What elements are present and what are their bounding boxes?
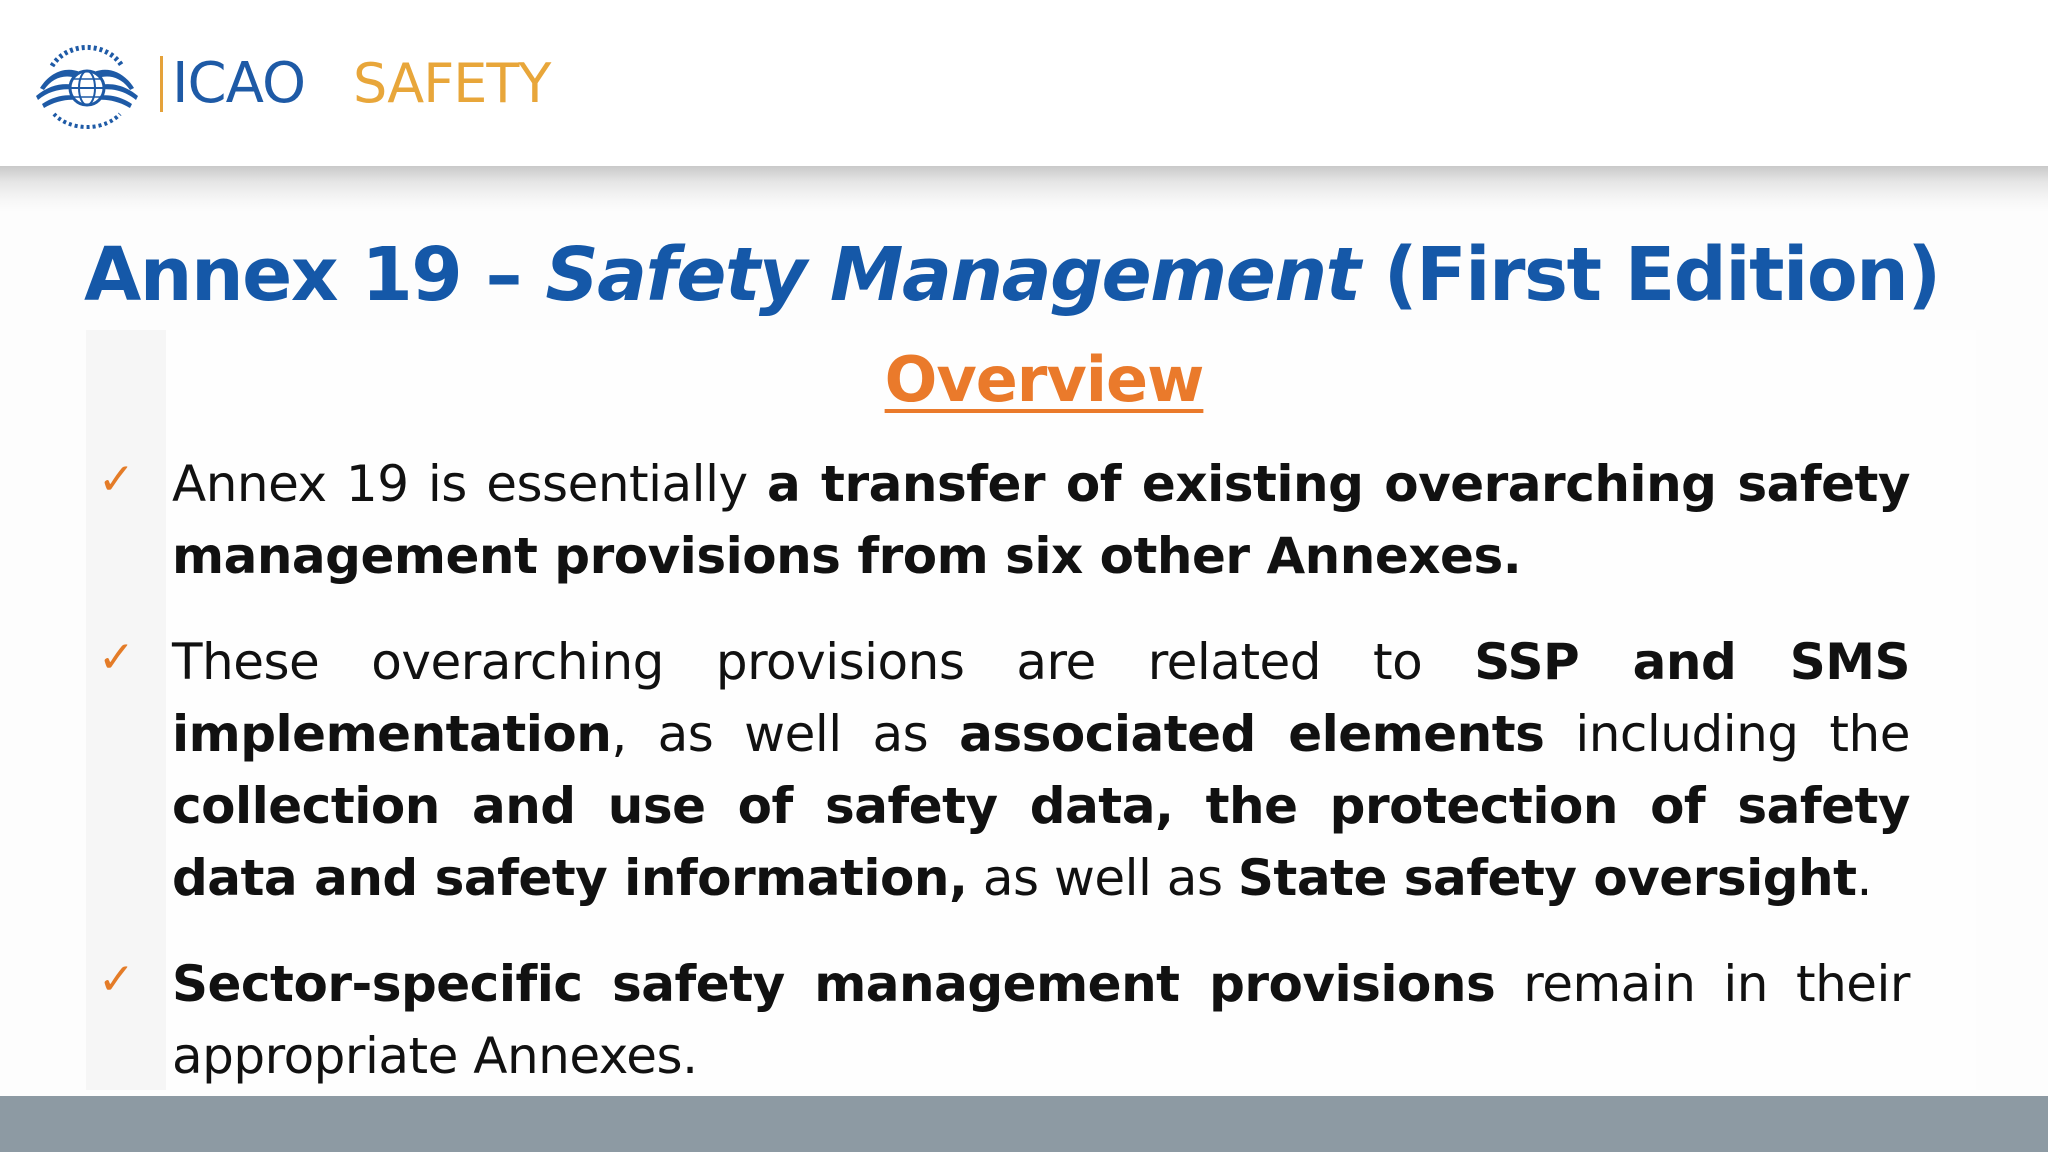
title-part2: (First Edition)	[1359, 232, 1940, 318]
checkmark-icon: ✓	[98, 632, 135, 683]
bold-segment: SSP and SMS implementation	[172, 633, 1911, 763]
text-segment: .	[1856, 849, 1872, 907]
text-segment: Annex 19 is essentially	[172, 455, 767, 513]
checkmark-icon: ✓	[98, 454, 135, 505]
footer-bar	[0, 1096, 2048, 1152]
text-segment: remain in their appropriate Annexes.	[172, 955, 1910, 1085]
bold-segment: collection and use of safety data, the protection of safety data and safety information,	[172, 777, 1910, 907]
title-italic: Safety Management	[545, 232, 1360, 318]
text-segment: including the	[1544, 705, 1910, 763]
bullet-item	[98, 948, 1910, 1092]
title-part1: Annex 19 –	[84, 232, 546, 318]
slide-title	[84, 230, 1984, 320]
section-label: SAFETY	[353, 52, 551, 115]
header-band	[0, 0, 2048, 166]
checkmark-icon: ✓	[98, 954, 135, 1005]
text-segment: , as well as	[611, 705, 960, 763]
text-segment: These overarching provisions are related to	[172, 633, 1475, 691]
header-shadow	[0, 166, 2048, 212]
text-segment: as well as	[967, 849, 1238, 907]
bullet-list	[98, 448, 1910, 1126]
bold-segment: associated elements	[959, 705, 1545, 763]
bullet-text	[172, 948, 1910, 1092]
bullet-item	[98, 448, 1910, 592]
logo-divider	[160, 56, 163, 112]
icao-emblem-icon	[30, 32, 144, 132]
bullet-text	[172, 626, 1910, 914]
bullet-item	[98, 626, 1910, 914]
bold-segment: Sector-specific safety management provisions	[172, 955, 1496, 1013]
bold-segment: a transfer of existing overarching safety management provisions from six other Annexes.	[172, 455, 1911, 585]
bold-segment: State safety oversight	[1237, 849, 1857, 907]
icao-logo-text: ICAO	[172, 51, 306, 116]
bullet-text	[172, 448, 1910, 592]
slide-subtitle: Overview	[884, 343, 1204, 416]
